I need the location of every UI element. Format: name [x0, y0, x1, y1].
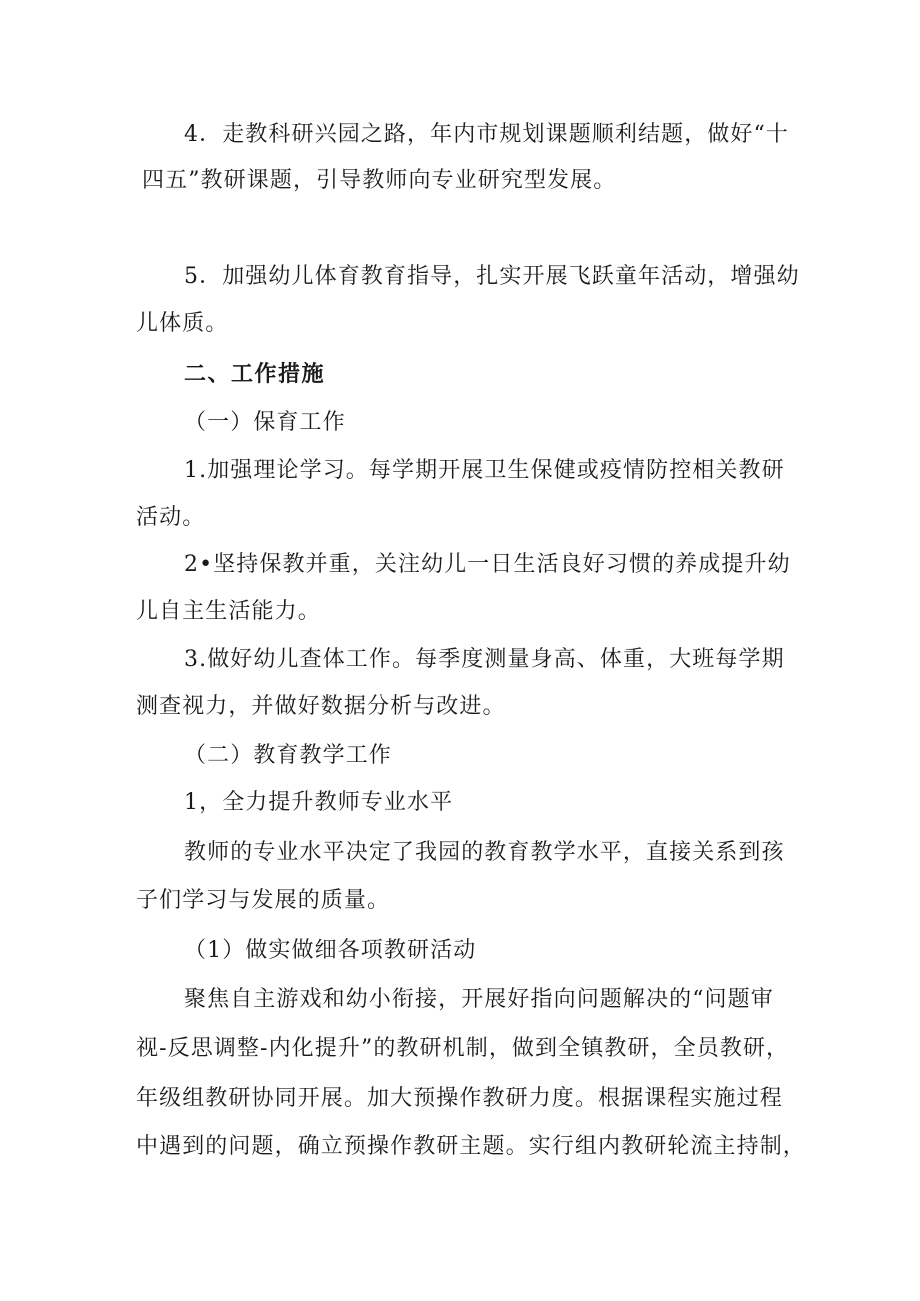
care-item3-line2: 测查视力，并做好数据分析与改进。 — [136, 694, 506, 719]
subsection1-heading: （一）保育工作 — [184, 410, 346, 435]
care-item3-line1: 3.做好幼儿查体工作。每季度测量身高、体重，大班每学期 — [184, 647, 785, 672]
teaching-item1-heading: 1，全力提升教师专业水平 — [184, 790, 454, 815]
teaching-para2-line4: 中遇到的问题，确立预操作教研主题。实行组内教研轮流主持制， — [136, 1134, 806, 1159]
item5-line1: 5．加强幼儿体育教育指导，扎实开展飞跃童年活动，增强幼 — [184, 264, 800, 289]
item4-line2: 四五”教研课题，引导教师向专业研究型发展。 — [142, 168, 617, 193]
teaching-sub1-heading: （1）做实做细各项教研活动 — [184, 938, 477, 963]
item5-line2: 儿体质。 — [136, 311, 229, 336]
care-item1-line1: 1.加强理论学习。每学期开展卫生保健或疫情防控相关教研 — [184, 458, 785, 483]
section2-heading: 二、工作措施 — [184, 362, 326, 387]
care-item1-line2: 活动。 — [136, 505, 206, 530]
care-item2-line1: 2•坚持保教并重，关注幼儿一日生活良好习惯的养成提升幼 — [184, 552, 791, 577]
teaching-para2-line3: 年级组教研协同开展。加大预操作教研力度。根据课程实施过程 — [136, 1086, 783, 1111]
teaching-para2-line2: 视-反思调整-内化提升”的教研机制，做到全镇教研，全员教研， — [136, 1036, 790, 1061]
care-item2-line2: 儿自主生活能力。 — [136, 599, 321, 624]
teaching-para1-line2: 子们学习与发展的质量。 — [136, 888, 391, 913]
teaching-para2-line1: 聚焦自主游戏和幼小衔接，开展好指向问题解决的“问题审 — [184, 987, 774, 1012]
teaching-para1-line1: 教师的专业水平决定了我园的教育教学水平，直接关系到孩 — [184, 840, 785, 865]
subsection2-heading: （二）教育教学工作 — [184, 743, 392, 768]
item4-line1: 4．走教科研兴园之路，年内市规划课题顺利结题，做好“十 — [184, 122, 789, 147]
